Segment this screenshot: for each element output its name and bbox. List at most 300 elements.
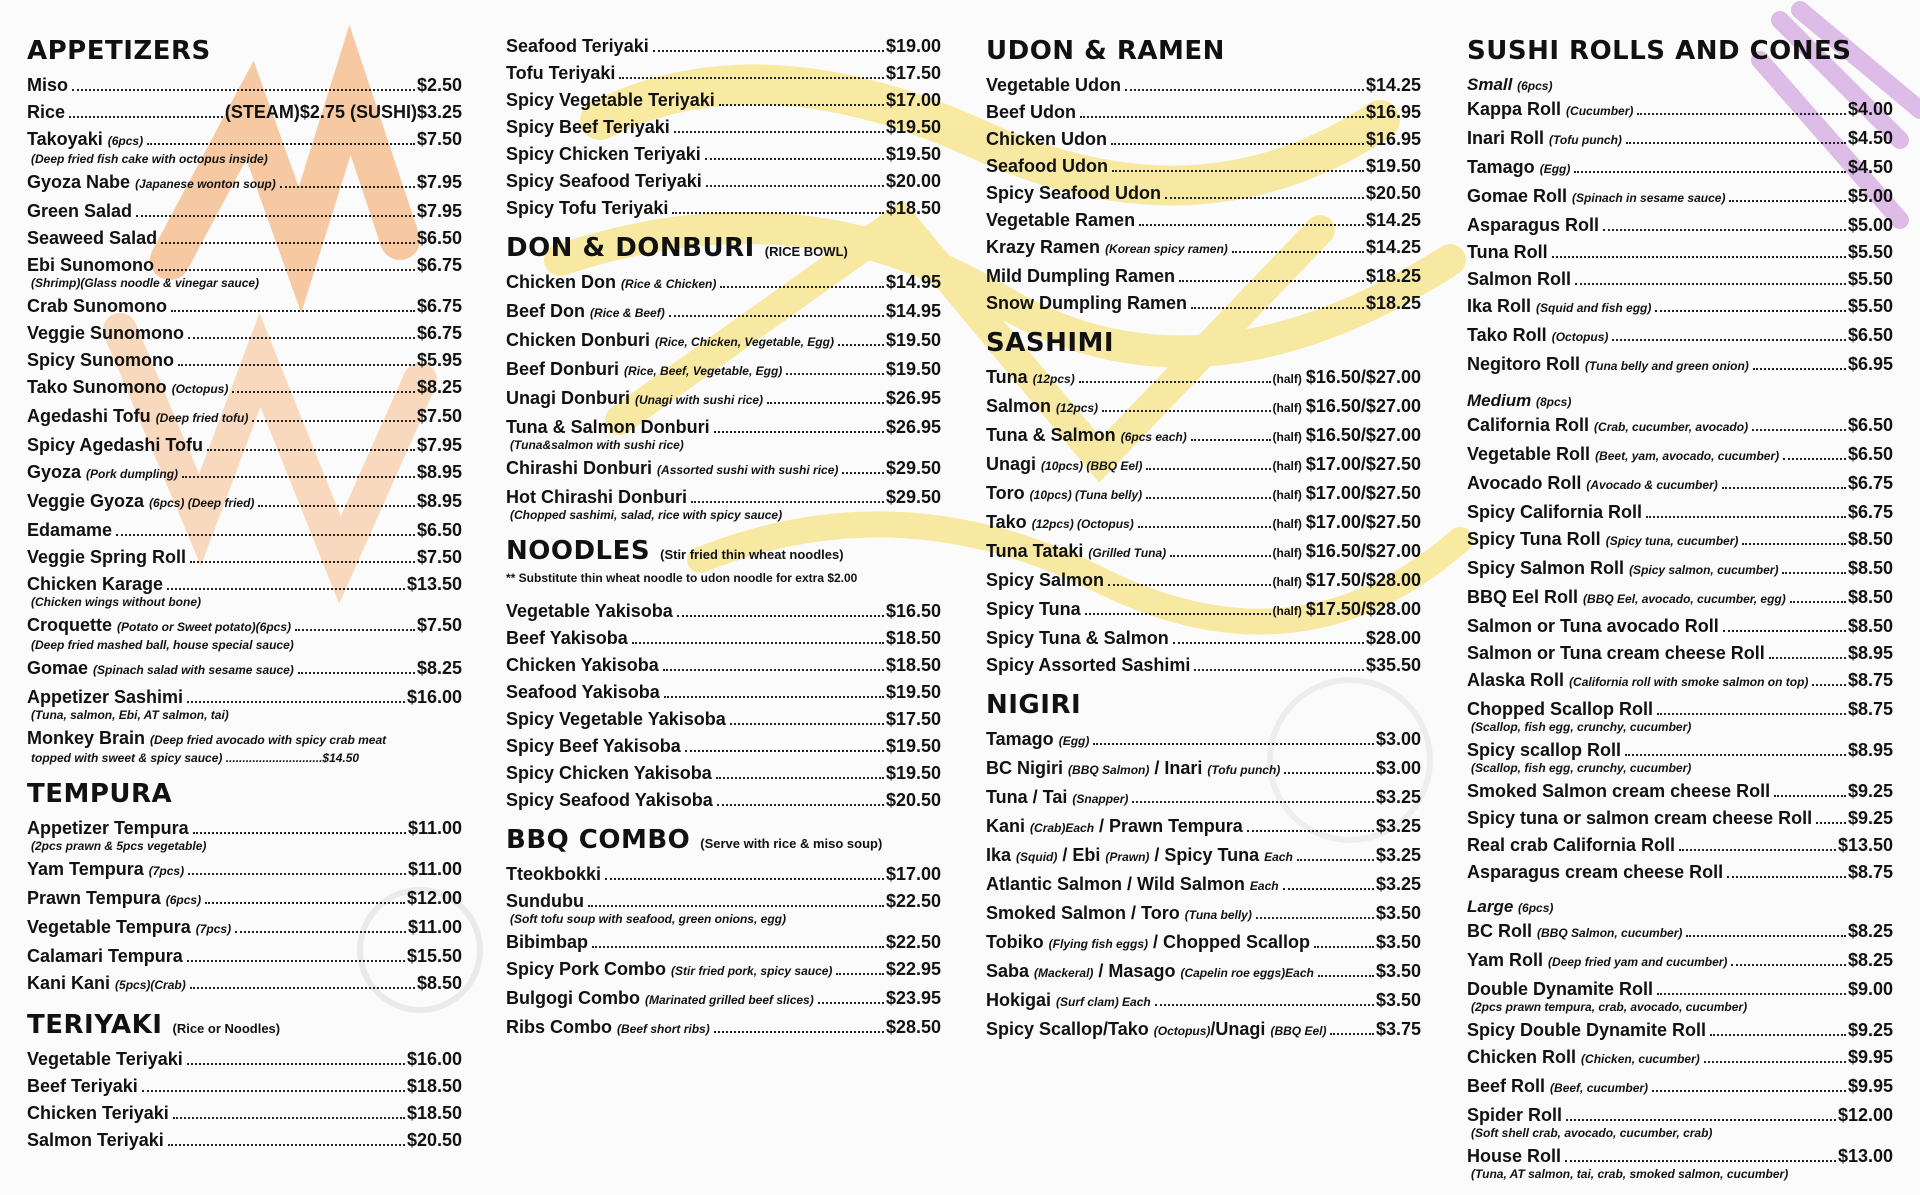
item-price: $7.50 (416, 129, 462, 149)
leader-dots (1729, 200, 1846, 202)
item-name-group (27, 406, 248, 429)
item-note: (Scallop, fish egg, crunchy, cucumber) (1471, 761, 1692, 775)
half-label: (half) (1272, 372, 1302, 386)
item-name: Croquette (27, 615, 112, 635)
item-name-group (506, 628, 628, 649)
item-price: $23.95 (885, 988, 941, 1008)
leader-dots (691, 501, 884, 503)
item-price: $28.00 (1365, 628, 1421, 648)
item-description: (BBQ Eel, avocado, cucumber, egg) (1583, 592, 1786, 606)
item-name: Ebi Sunomono (27, 255, 154, 275)
item-price-group (1848, 921, 1893, 942)
leader-dots (1783, 458, 1846, 460)
item-price-group (1366, 210, 1421, 231)
menu-item (1467, 616, 1893, 637)
menu-section (506, 825, 941, 1040)
item-name-group (27, 658, 294, 681)
item-price: $9.25 (1847, 808, 1893, 828)
item-name: Tuna (986, 367, 1028, 387)
menu-item (506, 417, 941, 452)
item-price: $2.50 (416, 75, 462, 95)
item-price: $11.00 (407, 859, 462, 879)
item-price: $8.95 (416, 462, 462, 482)
item-name-group (1467, 473, 1718, 496)
menu-item-row (1467, 808, 1893, 829)
item-price-group (1366, 156, 1421, 177)
menu-item (506, 891, 941, 926)
menu-item-row (986, 266, 1421, 287)
menu-item-row (506, 458, 941, 481)
leader-dots (252, 420, 415, 422)
menu-item (27, 1076, 462, 1097)
menu-item-row (27, 75, 462, 96)
item-name: Ika Roll (1467, 296, 1532, 316)
item-price-group (1376, 758, 1421, 779)
item-price-group (886, 36, 941, 57)
size-note: (8pcs) (1535, 395, 1572, 409)
item-name: Gomae (27, 658, 89, 678)
leader-dots (1108, 584, 1271, 586)
item-name: Tuna Tataki (986, 541, 1084, 561)
menu-item-row (986, 425, 1421, 448)
menu-item (27, 75, 462, 96)
item-description: (Spicy salmon, cucumber) (1629, 563, 1779, 577)
item-name-group (1467, 921, 1682, 944)
menu-item-row (986, 655, 1421, 676)
menu-item (1467, 1146, 1893, 1181)
leader-dots (1566, 1119, 1836, 1121)
item-price-group (407, 687, 462, 708)
item-price-group (1376, 787, 1421, 808)
half-label: (half) (1272, 546, 1302, 560)
item-price: $6.75 (1847, 502, 1893, 522)
item-price-group (886, 388, 941, 409)
item-name-group (986, 396, 1098, 419)
menu-item-row (986, 903, 1421, 926)
menu-item (986, 729, 1421, 752)
leader-dots (187, 1063, 405, 1065)
item-price-group (1273, 396, 1421, 419)
menu-item (1467, 415, 1893, 438)
leader-dots (1704, 1061, 1846, 1063)
menu-item (986, 483, 1421, 506)
leader-dots (786, 373, 884, 375)
menu-item-row (1467, 1146, 1893, 1167)
item-name: Spicy Double Dynamite Roll (1467, 1020, 1707, 1040)
item-name-group (27, 888, 201, 911)
leader-dots (714, 431, 884, 433)
menu-item-row (1467, 587, 1893, 610)
item-name-group (27, 255, 154, 276)
menu-item (27, 323, 462, 344)
item-name-group (27, 574, 163, 595)
item-price: $6.75 (416, 255, 462, 275)
item-price-group (1848, 862, 1893, 883)
item-name: Vegetable Ramen (986, 210, 1136, 230)
item-name: Spicy Beef Yakisoba (506, 736, 681, 756)
menu-item-row (27, 102, 462, 123)
item-price-group (407, 888, 462, 909)
leader-dots (719, 104, 884, 106)
size-subheading (1467, 75, 1893, 95)
menu-item-row (27, 406, 462, 429)
item-price-group (417, 406, 462, 427)
leader-dots (1679, 849, 1836, 851)
item-name-group (986, 990, 1151, 1013)
item-price: $17.50 (885, 709, 941, 729)
item-price-group (1848, 643, 1893, 664)
item-name-group (506, 301, 665, 324)
item-name-group (986, 1019, 1326, 1042)
item-name-group (506, 655, 659, 676)
item-price-group (1366, 129, 1421, 150)
menu-item-row (506, 891, 941, 912)
menu-item-row (1467, 740, 1893, 761)
menu-item-row (1467, 699, 1893, 720)
menu-item (986, 1019, 1421, 1042)
menu-item-row (986, 102, 1421, 123)
item-name: Spicy Seafood Udon (986, 183, 1162, 203)
leader-dots (716, 777, 884, 779)
menu-section (506, 233, 941, 522)
item-price-group (886, 709, 941, 730)
item-name-group (27, 1076, 138, 1097)
item-price-group (417, 462, 462, 483)
item-name: Vegetable Teriyaki (27, 1049, 183, 1069)
menu-item-row (506, 171, 941, 192)
menu-section (1467, 897, 1893, 1181)
item-price: $18.50 (885, 198, 941, 218)
leader-dots (720, 286, 884, 288)
item-name-group (1467, 862, 1723, 883)
item-name-group (986, 183, 1161, 204)
menu-item (986, 396, 1421, 419)
item-description: (Rice, Beef, Vegetable, Egg) (624, 364, 783, 378)
menu-item-row (1467, 670, 1893, 693)
menu-item (27, 255, 462, 290)
item-name: Tako Sunomono (27, 377, 167, 397)
item-description: (7pcs) (148, 864, 185, 878)
item-price: $13.50 (406, 574, 462, 594)
item-name-group (1467, 1047, 1700, 1070)
item-price-group (417, 377, 462, 398)
item-name-group (1467, 740, 1621, 761)
leader-dots (1330, 1033, 1373, 1035)
item-description: (Rice & Beef) (590, 306, 665, 320)
leader-dots (1655, 310, 1846, 312)
item-name-group (27, 1103, 169, 1124)
item-description: (Flying fish eggs) (1048, 937, 1149, 951)
item-price-group (1848, 99, 1893, 120)
leader-dots (171, 310, 415, 312)
menu-item-row (986, 1019, 1421, 1042)
item-name-group (986, 367, 1075, 390)
item-name: Chirashi Donburi (506, 458, 653, 478)
menu-section (27, 1010, 462, 1151)
item-name: House Roll (1467, 1146, 1562, 1166)
item-price: $20.50 (1365, 183, 1421, 203)
menu-item-row (27, 658, 462, 681)
item-name: Appetizer Tempura (27, 818, 189, 838)
item-name-group (506, 790, 713, 811)
menu-item-row (1467, 269, 1893, 290)
leader-dots (173, 1117, 405, 1119)
menu-item-row (27, 172, 462, 195)
item-name: / Spicy Tuna (1149, 845, 1260, 865)
item-name-group (27, 228, 157, 249)
item-name: Spicy Salmon (986, 570, 1105, 590)
leader-dots (1256, 917, 1374, 919)
item-description: (Chicken, cucumber) (1581, 1052, 1700, 1066)
menu-item (1467, 740, 1893, 775)
item-name: Chicken Udon (986, 129, 1108, 149)
item-name-group (1467, 186, 1725, 209)
item-name: Spicy Salmon Roll (1467, 558, 1625, 578)
menu-item-row (506, 932, 941, 953)
half-label: (half) (1272, 488, 1302, 502)
item-name-group (1467, 616, 1719, 637)
menu-item (27, 888, 462, 911)
menu-item (1467, 325, 1893, 348)
item-name-group (27, 350, 174, 371)
menu-item (27, 547, 462, 568)
menu-item (506, 601, 941, 622)
menu-item-row (506, 117, 941, 138)
item-name-group (1467, 99, 1633, 122)
item-price-group (1848, 157, 1893, 178)
item-name: Unagi Donburi (506, 388, 630, 408)
leader-dots (158, 269, 415, 271)
menu-item (506, 628, 941, 649)
menu-item (27, 520, 462, 541)
menu-item-row (27, 1049, 462, 1070)
item-price: $6.75 (1847, 473, 1893, 493)
leader-dots (205, 902, 405, 904)
item-description: (Spinach in sesame sauce) (1572, 191, 1726, 205)
menu-item-row (1467, 781, 1893, 802)
item-note: (Tuna&salmon with sushi rice) (510, 438, 684, 452)
item-price-group (1848, 128, 1893, 149)
leader-dots (1173, 642, 1364, 644)
item-price: $8.25 (1847, 950, 1893, 970)
item-name-group (27, 547, 186, 568)
menu-section (986, 36, 1421, 314)
menu-item-row (1467, 1105, 1893, 1126)
menu-item (1467, 558, 1893, 581)
item-name-group (986, 961, 1314, 984)
item-name: Prawn Tempura (27, 888, 161, 908)
item-price-group (1848, 529, 1893, 550)
menu-item (27, 658, 462, 681)
item-name-group (1467, 1146, 1561, 1167)
item-name: Spicy Chicken Yakisoba (506, 763, 712, 783)
menu-item (1467, 502, 1893, 523)
item-name-group (506, 864, 601, 885)
item-name-group (1467, 415, 1748, 438)
item-price: $11.00 (407, 917, 462, 937)
item-name-group (986, 102, 1076, 123)
menu-item (506, 487, 941, 522)
item-price: $7.50 (416, 406, 462, 426)
item-price: $4.50 (1847, 157, 1893, 177)
item-name-group (986, 570, 1104, 591)
item-name-group (986, 266, 1175, 287)
item-description: (Rice & Chicken) (621, 277, 717, 291)
leader-dots (1079, 381, 1271, 383)
item-description: (Prawn) (1105, 850, 1150, 864)
item-price: $19.50 (885, 682, 941, 702)
item-name-group (506, 36, 649, 57)
leader-dots (1657, 713, 1846, 715)
item-price: $7.50 (416, 615, 462, 635)
menu-item-row (1467, 835, 1893, 856)
item-price-group (886, 891, 941, 912)
item-name: Vegetable Udon (986, 75, 1122, 95)
item-price-group (417, 520, 462, 541)
item-description: (7pcs) (195, 922, 232, 936)
item-price-group (886, 1017, 941, 1038)
item-name: / Ebi (1057, 845, 1101, 865)
item-description: (6pcs) (165, 893, 202, 907)
menu-item-row (506, 790, 941, 811)
item-name-group (506, 1017, 710, 1040)
leader-dots (619, 77, 884, 79)
item-price-group (886, 458, 941, 479)
item-description: (Tofu punch) (1549, 133, 1622, 147)
menu-item (27, 615, 462, 652)
menu-item-row (1467, 296, 1893, 319)
item-price: $29.50 (885, 487, 941, 507)
item-name-group (27, 946, 183, 967)
menu-item-row (27, 547, 462, 568)
menu-item (986, 183, 1421, 204)
item-price-group (886, 359, 941, 380)
leader-dots (1646, 516, 1846, 518)
menu-item-row (1467, 186, 1893, 209)
menu-item (27, 917, 462, 940)
item-price-group (1376, 990, 1421, 1011)
menu-item (986, 210, 1421, 231)
size-note: (6pcs) (1518, 901, 1554, 915)
item-name: Appetizer Sashimi (27, 687, 184, 707)
item-name: Kappa Roll (1467, 99, 1562, 119)
menu-item (986, 293, 1421, 314)
item-description: (Octopus) (1551, 330, 1609, 344)
item-price: $6.75 (416, 323, 462, 343)
menu-item-row (1467, 616, 1893, 637)
item-price: $16.95 (1365, 102, 1421, 122)
menu-item (27, 1103, 462, 1124)
menu-item (27, 1049, 462, 1070)
item-price-group (408, 818, 462, 839)
item-price: $19.50 (885, 359, 941, 379)
item-price-group (1848, 186, 1893, 207)
menu-item (986, 425, 1421, 448)
item-price: $17.00 (885, 90, 941, 110)
item-name-group (1467, 502, 1642, 523)
size-label: Small (1467, 75, 1513, 94)
leader-dots (1565, 1160, 1836, 1162)
item-name-group (1467, 242, 1548, 263)
menu-item (506, 198, 941, 219)
item-price-group (1848, 616, 1893, 637)
item-price: $18.50 (406, 1103, 462, 1123)
item-price: $8.75 (1847, 670, 1893, 690)
item-price-group (886, 417, 941, 438)
leader-dots (1552, 256, 1846, 258)
menu-item (986, 570, 1421, 593)
menu-item (1467, 670, 1893, 693)
section-title: SASHIMI (986, 328, 1115, 358)
leader-dots (1138, 526, 1271, 528)
item-name-group (1467, 529, 1738, 552)
leader-dots (1111, 143, 1364, 145)
item-name-group (1467, 215, 1599, 236)
menu-item (506, 330, 941, 353)
item-name-group (986, 787, 1128, 810)
item-name: Vegetable Yakisoba (506, 601, 673, 621)
item-name: Crab Sunomono (27, 296, 167, 316)
item-price-group (1273, 425, 1421, 448)
item-name-group (506, 171, 702, 192)
leader-dots (1612, 339, 1846, 341)
leader-dots (1574, 171, 1846, 173)
item-price-group (225, 102, 462, 123)
item-price-group (886, 198, 941, 219)
section-title: NIGIRI (986, 690, 1082, 720)
item-name: Asparagus cream cheese Roll (1467, 862, 1724, 882)
item-price-group (886, 144, 941, 165)
item-name: Tuna / Tai (986, 787, 1068, 807)
item-name-group (1467, 643, 1765, 664)
menu-item (506, 736, 941, 757)
item-price: $5.50 (1847, 242, 1893, 262)
menu-item (1467, 444, 1893, 467)
item-name-group (27, 859, 184, 882)
item-price: $17.00/$27.50 (1305, 483, 1421, 503)
item-price: $16.00 (406, 687, 462, 707)
item-name: Chicken Yakisoba (506, 655, 659, 675)
item-description: (6pcs) (Deep fried) (149, 496, 255, 510)
leader-dots (1625, 754, 1846, 756)
leader-dots (653, 50, 884, 52)
item-price: $6.50 (1847, 444, 1893, 464)
item-price: $7.50 (416, 547, 462, 567)
menu-item-row (506, 601, 941, 622)
item-price: $3.75 (1375, 1019, 1421, 1039)
item-price-group (1376, 1019, 1421, 1040)
item-price-group (886, 763, 941, 784)
item-name: Hokigai (986, 990, 1052, 1010)
item-description: (6pcs each) (1120, 430, 1187, 444)
item-name: Sundubu (506, 891, 584, 911)
menu-item (1467, 529, 1893, 552)
item-price-group (1848, 473, 1893, 494)
menu-section (1467, 391, 1893, 883)
item-name: Spicy Pork Combo (506, 959, 667, 979)
leader-dots (72, 89, 415, 91)
section-heading (506, 536, 941, 566)
menu-item (1467, 269, 1893, 290)
item-name-group (27, 1130, 164, 1151)
item-price-group (1848, 1076, 1893, 1097)
menu-item-row (27, 917, 462, 940)
section-heading (506, 233, 941, 263)
menu-section (1467, 36, 1893, 377)
menu-item (27, 228, 462, 249)
item-note: topped with sweet & spicy sauce) .............................$14.50 (31, 751, 360, 765)
item-name: California Roll (1467, 415, 1590, 435)
